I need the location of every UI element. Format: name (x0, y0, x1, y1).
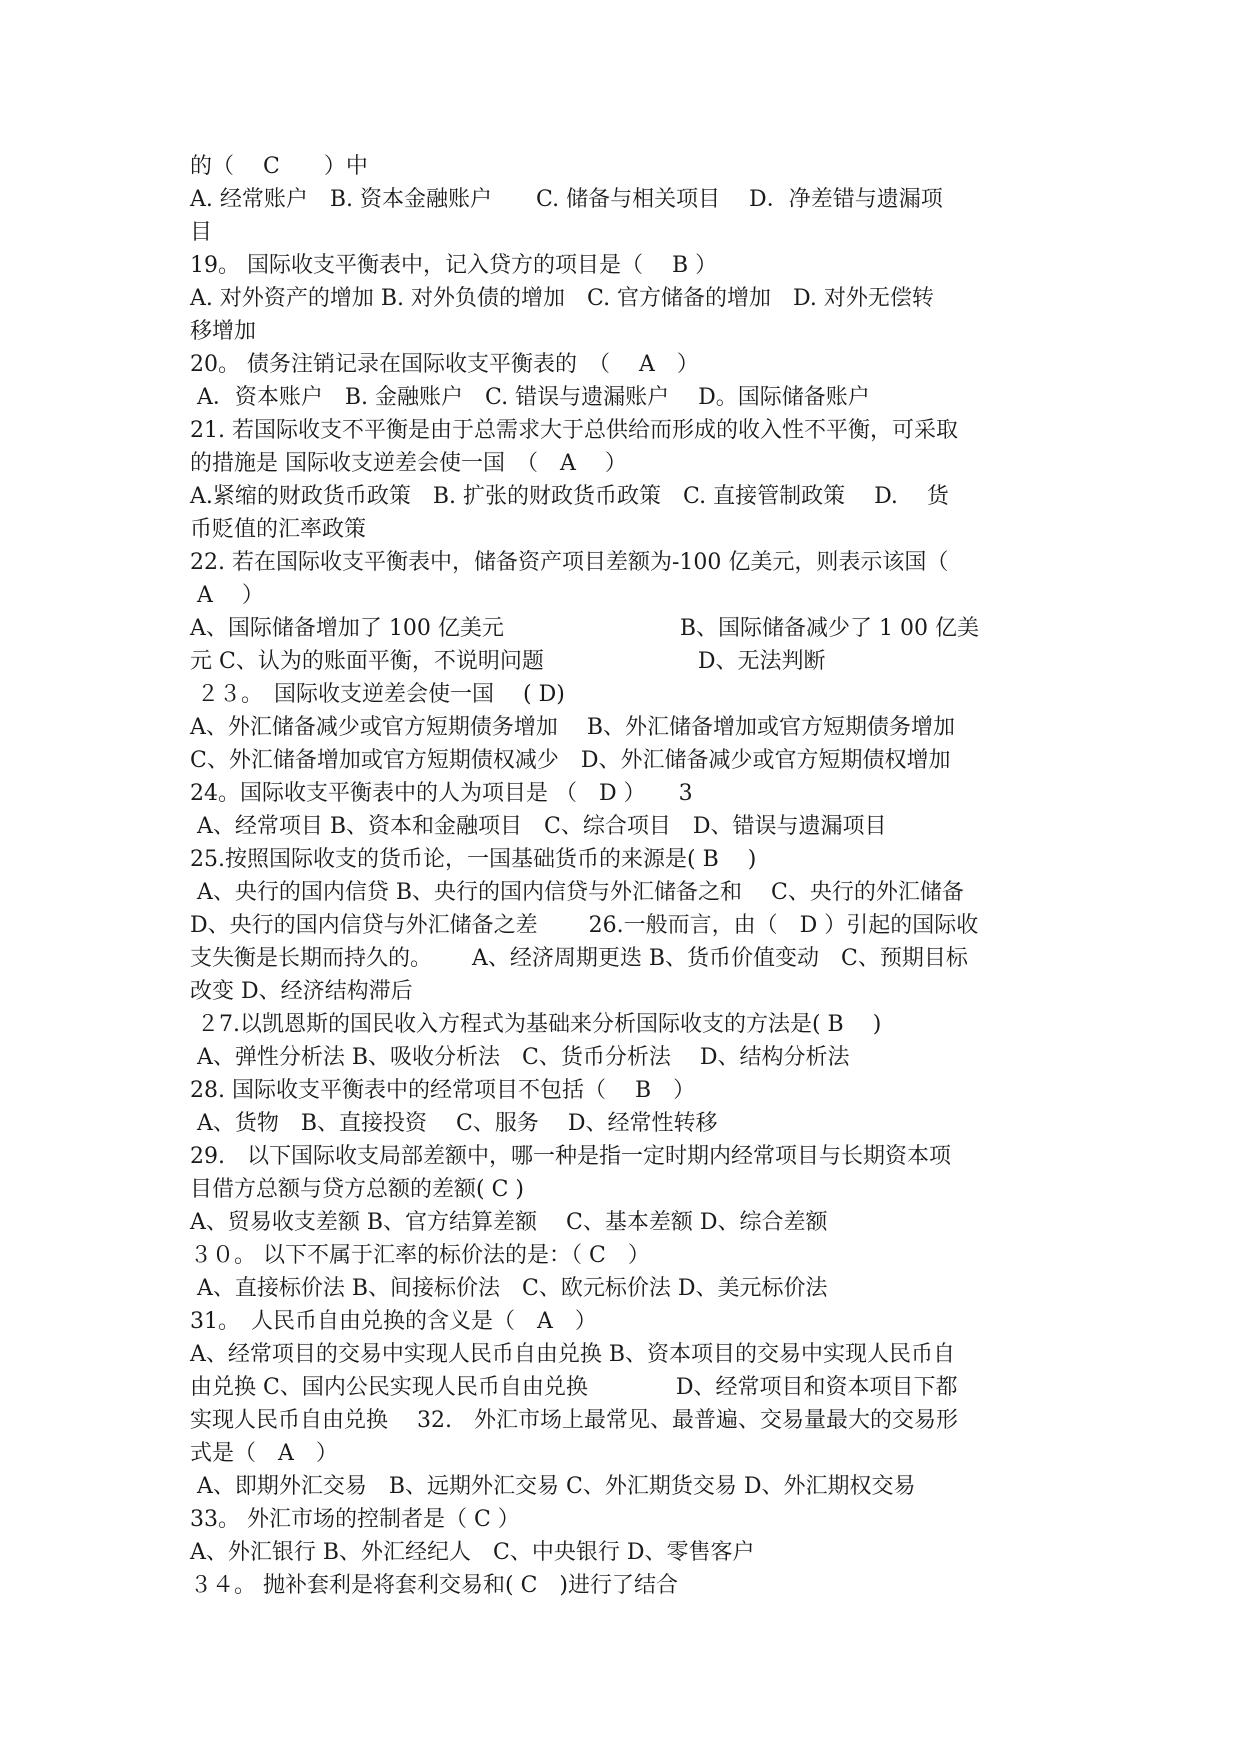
text-line: A、弹性分析法 B、吸收分析法 C、货币分析法 D、结构分析法 (190, 1045, 850, 1070)
text-line: ２7.以凯恩斯的国民收入方程式为基础来分析国际收支的方法是( B ) (190, 1012, 882, 1037)
text-line: 币贬值的汇率政策 (190, 517, 367, 542)
text-line: ３４。 抛补套利是将套利交易和( C )进行了结合 (190, 1573, 678, 1598)
text-line: A．资本账户 B. 金融账户 C. 错误与遗漏账户 D。国际储备账户 (190, 385, 870, 410)
text-line: 改变 D、经济结构滞后 (190, 979, 413, 1004)
text-line: 实现人民币自由兑换 32. 外汇市场上最常见、最普遍、交易量最大的交易形 (190, 1408, 958, 1433)
text-line: 元 C、认为的账面平衡，不说明问题 D、无法判断 (190, 649, 826, 674)
text-line: 目借方总额与贷方总额的差额( C ) (190, 1177, 524, 1202)
text-line: A.紧缩的财政货币政策 B. 扩张的财政货币政策 C. 直接管制政策 D. 货 (190, 484, 949, 509)
text-line: A、国际储备增加了 100 亿美元 B、国际储备减少了 1 00 亿美 (190, 616, 980, 641)
text-line: ２３。 国际收支逆差会使一国 ( D) (190, 682, 565, 707)
text-line: A、央行的国内信贷 B、央行的国内信贷与外汇储备之和 C、央行的外汇储备 (190, 880, 964, 905)
text-line: C、外汇储备增加或官方短期债权减少 D、外汇储备减少或官方短期债权增加 (190, 748, 951, 773)
text-line: 21. 若国际收支不平衡是由于总需求大于总供给而形成的收入性不平衡，可采取 (190, 418, 958, 443)
text-line: A、货物 B、直接投资 C、服务 D、经常性转移 (190, 1111, 718, 1136)
text-line: 移增加 (190, 319, 257, 344)
text-line: A. 经常账户 B. 资本金融账户 C. 储备与相关项目 D．净差错与遗漏项 (190, 187, 943, 212)
text-line: 31。 人民币自由兑换的含义是（ A ） (190, 1309, 597, 1334)
text-line: 24。国际收支平衡表中的人为项目是 （ D ） 3 (190, 781, 693, 806)
question-text-block (190, 150, 1070, 1602)
text-line: A、经常项目 B、资本和金融项目 C、综合项目 D、错误与遗漏项目 (190, 814, 887, 839)
text-line: ３０。 以下不属于汇率的标价法的是：（ C ） (190, 1243, 650, 1268)
text-line: A、经常项目的交易中实现人民币自由兑换 B、资本项目的交易中实现人民币自 (190, 1342, 956, 1367)
text-line: A、外汇银行 B、外汇经纪人 C、中央银行 D、零售客户 (190, 1540, 755, 1565)
text-line: 33。 外汇市场的控制者是（ C ） (190, 1507, 520, 1532)
text-line: A、直接标价法 B、间接标价法 C、欧元标价法 D、美元标价法 (190, 1276, 828, 1301)
text-line: 25.按照国际收支的货币论，一国基础货币的来源是( B ) (190, 847, 757, 872)
text-line: A ） (190, 583, 264, 608)
text-line: D、央行的国内信贷与外汇储备之差 26.一般而言，由（ D ）引起的国际收 (190, 913, 979, 938)
text-line: 式是（ A ） (190, 1441, 338, 1466)
text-line: 29. 以下国际收支局部差额中，哪一种是指一定时期内经常项目与长期资本项 (190, 1144, 951, 1169)
text-line: 的措施是 国际收支逆差会使一国 （ A ） (190, 451, 627, 476)
text-line: A、贸易收支差额 B、官方结算差额 C、基本差额 D、综合差额 (190, 1210, 828, 1235)
text-line: 20。 债务注销记录在国际收支平衡表的 （ A ） (190, 352, 699, 377)
text-line: 19。 国际收支平衡表中，记入贷方的项目是（ B ） (190, 253, 718, 278)
text-line: 由兑换 C、国内公民实现人民币自由兑换 D、经常项目和资本项目下都 (190, 1375, 958, 1400)
text-line: A. 对外资产的增加 B. 对外负债的增加 C. 官方储备的增加 D. 对外无偿转 (190, 286, 934, 311)
text-line: 目 (190, 220, 213, 245)
text-line: A、外汇储备减少或官方短期债务增加 B、外汇储备增加或官方短期债务增加 (190, 715, 956, 740)
text-line: 28. 国际收支平衡表中的经常项目不包括（ B ） (190, 1078, 696, 1103)
text-line: 22. 若在国际收支平衡表中，储备资产项目差额为-100 亿美元，则表示该国（ (190, 550, 949, 575)
text-line: 的（ C ）中 (190, 154, 368, 179)
text-line: 支失衡是长期而持久的。 A、经济周期更迭 B、货币价值变动 C、预期目标 (190, 946, 968, 971)
text-line: A、即期外汇交易 B、远期外汇交易 C、外汇期货交易 D、外汇期权交易 (190, 1474, 916, 1499)
